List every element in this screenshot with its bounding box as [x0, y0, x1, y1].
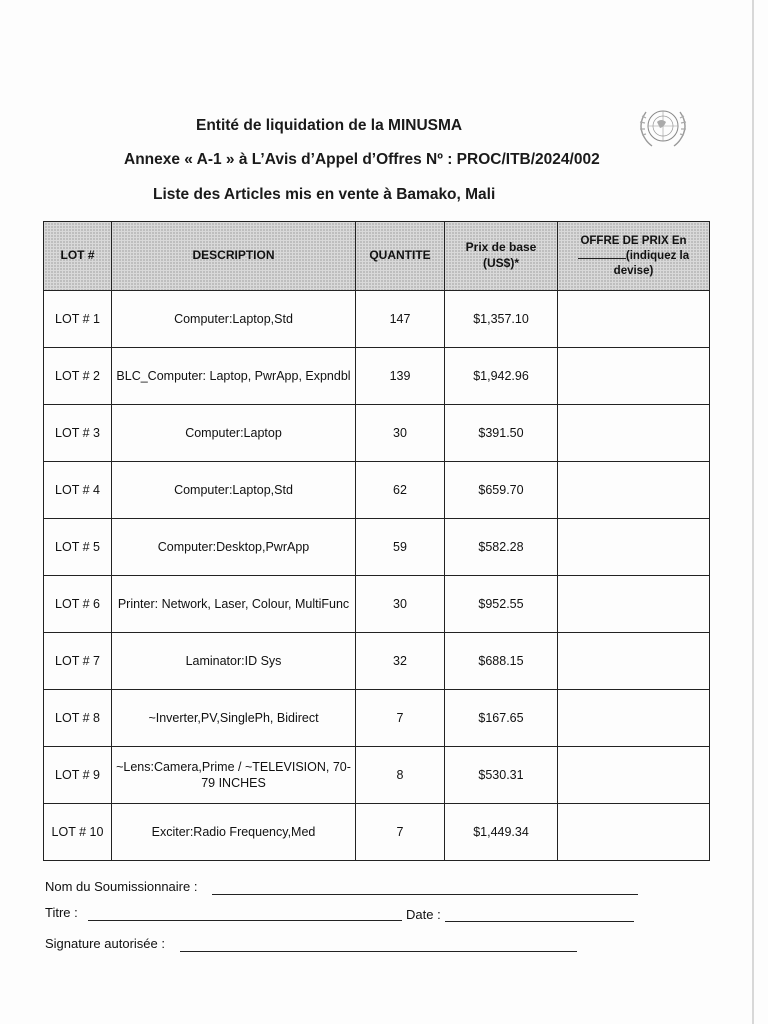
base-price-cell: $582.28 [445, 519, 558, 576]
base-price-cell: $530.31 [445, 747, 558, 804]
table-row [44, 804, 710, 861]
lot-cell: LOT # 2 [44, 348, 112, 405]
offer-cell[interactable] [558, 405, 710, 462]
description-cell: ~Inverter,PV,SinglePh, Bidirect [112, 690, 356, 747]
description-cell: Computer:Laptop,Std [112, 291, 356, 348]
offer-cell[interactable] [558, 690, 710, 747]
lot-cell: LOT # 10 [44, 804, 112, 861]
base-price-unit: (US$)* [482, 256, 519, 270]
list-title: Liste des Articles mis en vente à Bamako, Mali [153, 186, 496, 203]
scan-edge-line [752, 0, 754, 1024]
quantity-cell: 62 [356, 462, 445, 519]
description-cell: Exciter:Radio Frequency,Med [112, 804, 356, 861]
base-price-cell: $391.50 [445, 405, 558, 462]
table-row [44, 576, 710, 633]
table-row [44, 747, 710, 804]
bidder-name-field[interactable] [212, 894, 638, 895]
bidder-name-label: Nom du Soumissionnaire : [45, 879, 198, 894]
lot-cell: LOT # 7 [44, 633, 112, 690]
description-cell: BLC_Computer: Laptop, PwrApp, Expndbl [112, 348, 356, 405]
items-table [43, 221, 710, 861]
table-row [44, 690, 710, 747]
col-header-offer [558, 222, 710, 291]
lot-cell: LOT # 4 [44, 462, 112, 519]
description-cell: Computer:Laptop,Std [112, 462, 356, 519]
quantity-cell: 7 [356, 804, 445, 861]
table-row [44, 291, 710, 348]
table-row [44, 633, 710, 690]
offer-cell[interactable] [558, 804, 710, 861]
offer-currency-note: devise) [613, 264, 654, 277]
table-header-row [44, 222, 710, 291]
description-cell: Computer:Laptop [112, 405, 356, 462]
offer-cell[interactable] [558, 633, 710, 690]
lot-cell: LOT # 8 [44, 690, 112, 747]
base-price-cell: $952.55 [445, 576, 558, 633]
description-cell: Printer: Network, Laser, Colour, MultiFunc [112, 576, 356, 633]
col-header-lot: LOT # [44, 222, 112, 291]
base-price-cell: $1,357.10 [445, 291, 558, 348]
quantity-cell: 30 [356, 576, 445, 633]
table-row [44, 519, 710, 576]
lot-cell: LOT # 6 [44, 576, 112, 633]
un-emblem-icon [626, 102, 700, 152]
quantity-cell: 59 [356, 519, 445, 576]
lot-cell: LOT # 5 [44, 519, 112, 576]
offer-cell[interactable] [558, 462, 710, 519]
table-row [44, 348, 710, 405]
signature-label: Signature autorisée : [45, 936, 165, 951]
offer-cell[interactable] [558, 519, 710, 576]
quantity-cell: 147 [356, 291, 445, 348]
offer-cell[interactable] [558, 348, 710, 405]
table-row [44, 405, 710, 462]
base-price-label: Prix de base [465, 240, 537, 255]
base-price-cell: $167.65 [445, 690, 558, 747]
date-label: Date : [406, 907, 441, 922]
currency-blank[interactable] [578, 248, 626, 259]
description-cell: Laminator:ID Sys [112, 633, 356, 690]
offer-label: OFFRE DE PRIX En [580, 234, 687, 247]
description-cell: ~Lens:Camera,Prime / ~TELEVISION, 70-79 INCHES [112, 747, 356, 804]
col-header-quantity: QUANTITE [356, 222, 445, 291]
table-row [44, 462, 710, 519]
date-field[interactable] [445, 921, 634, 922]
base-price-cell: $1,942.96 [445, 348, 558, 405]
title-label: Titre : [45, 905, 78, 920]
quantity-cell: 30 [356, 405, 445, 462]
offer-cell[interactable] [558, 576, 710, 633]
lot-cell: LOT # 1 [44, 291, 112, 348]
quantity-cell: 32 [356, 633, 445, 690]
quantity-cell: 8 [356, 747, 445, 804]
offer-cell[interactable] [558, 747, 710, 804]
col-header-base-price [445, 222, 558, 291]
lot-cell: LOT # 9 [44, 747, 112, 804]
base-price-cell: $659.70 [445, 462, 558, 519]
description-cell: Computer:Desktop,PwrApp [112, 519, 356, 576]
entity-title: Entité de liquidation de la MINUSMA [196, 117, 463, 134]
quantity-cell: 139 [356, 348, 445, 405]
lot-cell: LOT # 3 [44, 405, 112, 462]
signature-field[interactable] [180, 951, 577, 952]
offer-instruction: (indiquez la [625, 250, 690, 263]
offer-cell[interactable] [558, 291, 710, 348]
title-field[interactable] [88, 920, 402, 921]
col-header-description: DESCRIPTION [112, 222, 356, 291]
quantity-cell: 7 [356, 690, 445, 747]
base-price-cell: $688.15 [445, 633, 558, 690]
base-price-cell: $1,449.34 [445, 804, 558, 861]
annex-title: Annexe « A-1 » à L’Avis d’Appel d’Offres Nº : PROC/ITB/2024/002 [124, 151, 600, 168]
